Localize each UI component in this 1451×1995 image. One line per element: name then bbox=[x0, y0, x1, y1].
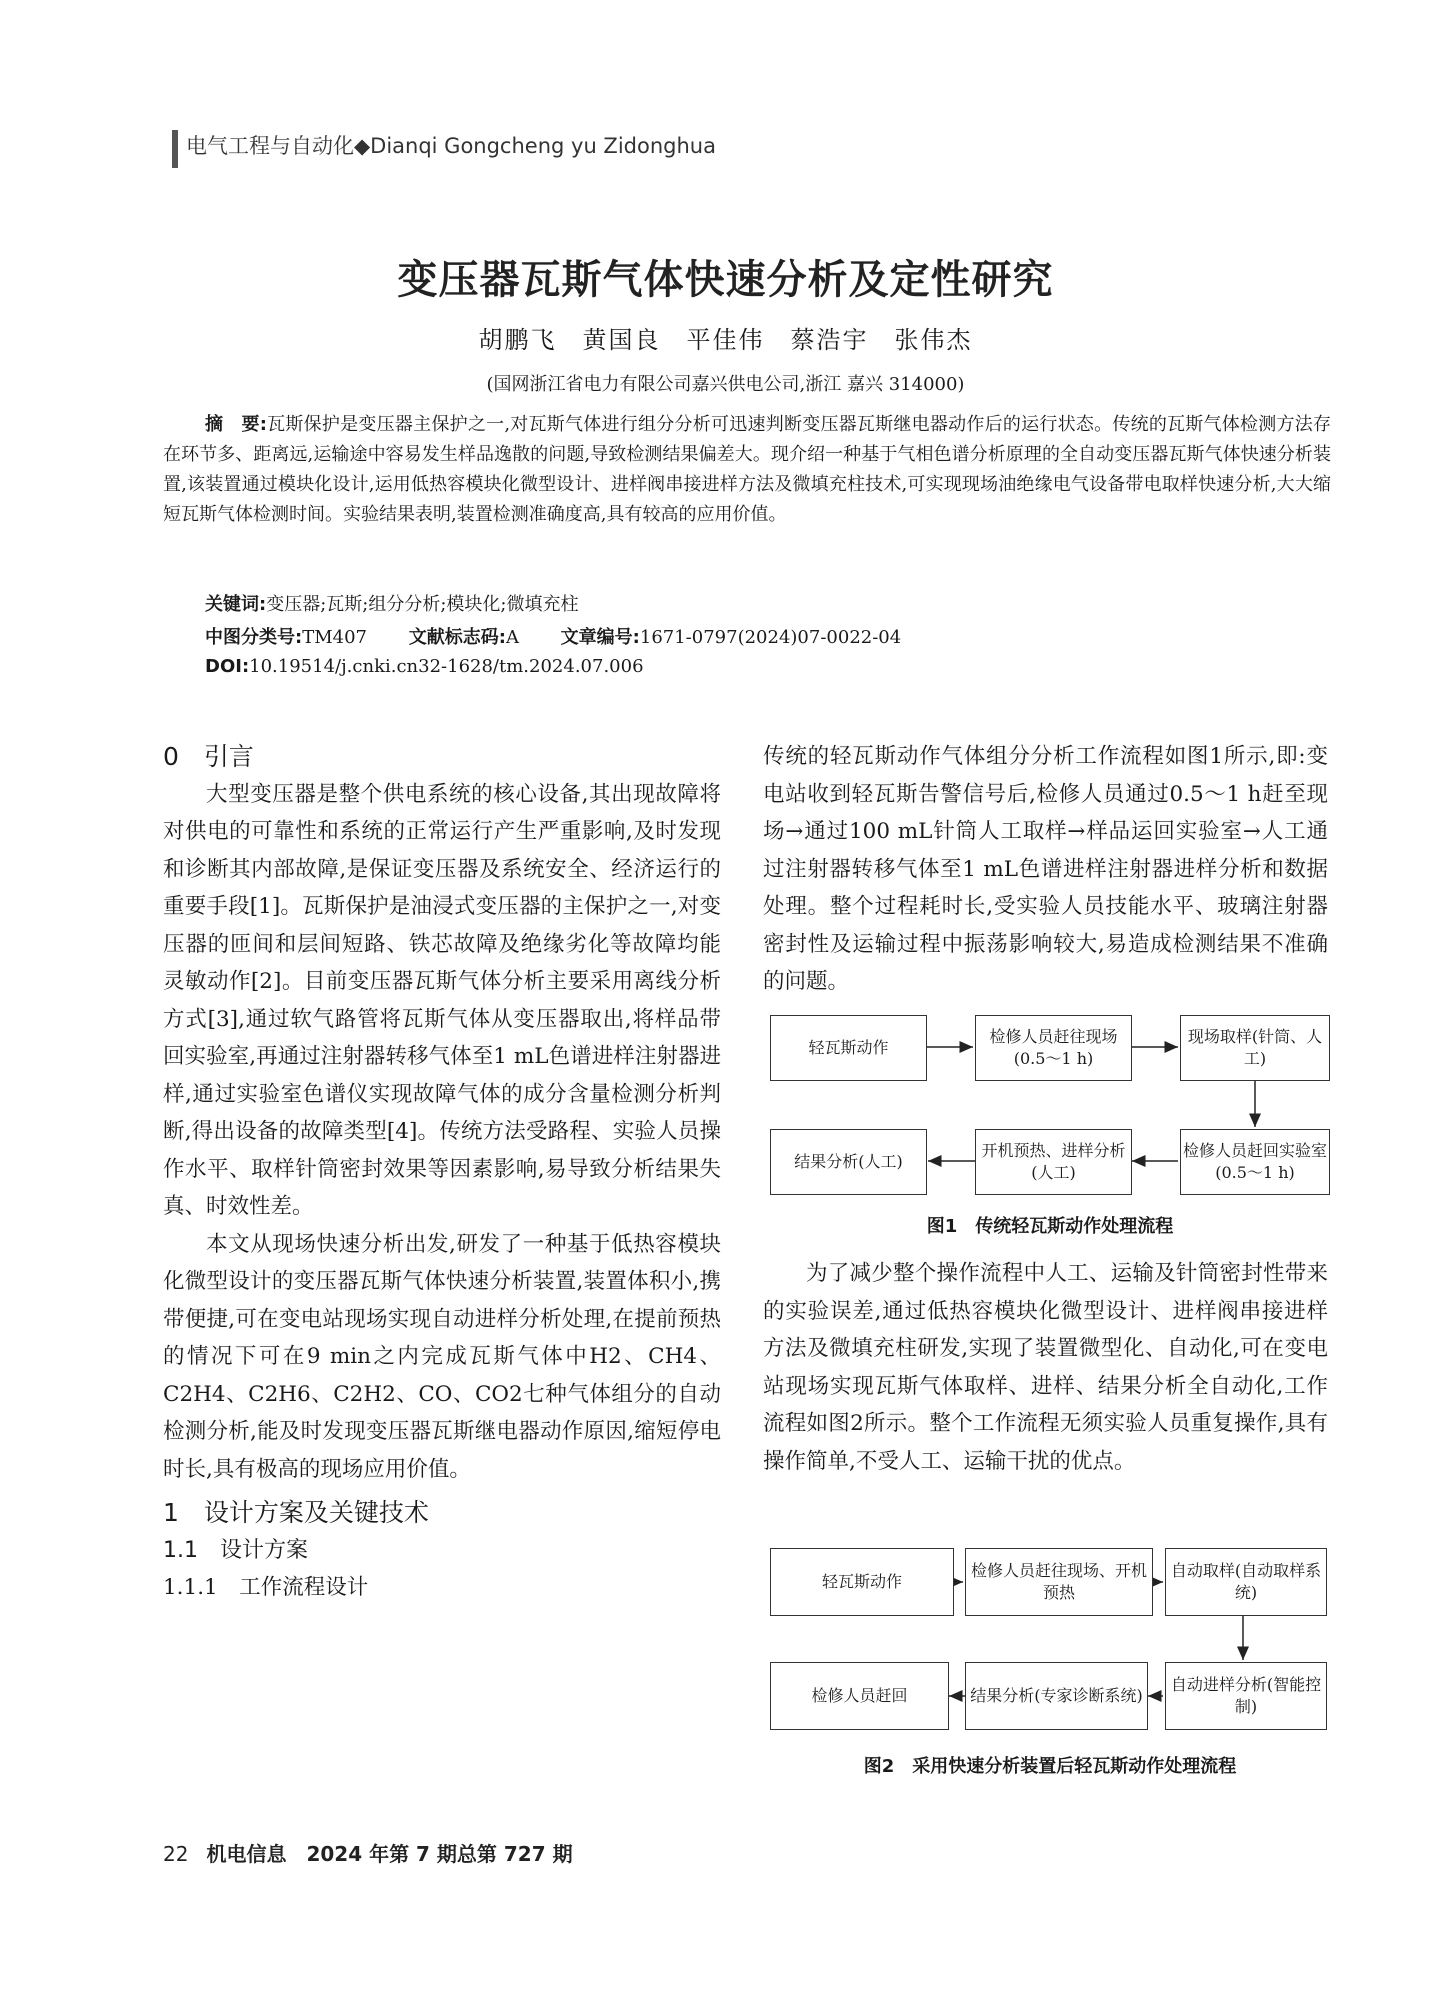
fig1-box-staff-return-lab: 检修人员赶回实验室(0.5～1 h) bbox=[1180, 1129, 1330, 1195]
figure-2 bbox=[770, 1548, 1330, 1728]
doc-code-label: 文献标志码: bbox=[408, 627, 506, 648]
section-0-heading: 0 引言 bbox=[163, 742, 254, 771]
paper-title: 变压器瓦斯气体快速分析及定性研究 bbox=[397, 257, 1054, 303]
abstract-label: 摘 要: bbox=[205, 414, 267, 435]
footer bbox=[163, 1838, 573, 1867]
intro-paragraph-2: 本文从现场快速分析出发,研发了一种基于低热容模块化微型设计的变压器瓦斯气体快速分析装置,装置体积小,携带便捷,可在变电站现场实现自动进样分析处理,在提前预热的情况下可在9 min之内完成瓦斯气体中H2、CH4、C2H4、C2H6、C2H2、CO、CO2七种气体组分的自动检测分析,能及时发现变压器瓦斯继电器动作原因,缩短停电时长,具有极高的现场应用价值。 bbox=[163, 1231, 721, 1482]
fig1-box-staff-to-site: 检修人员赶往现场(0.5～1 h) bbox=[975, 1015, 1132, 1081]
intro-paragraph-1: 大型变压器是整个供电系统的核心设备,其出现故障将对供电的可靠性和系统的正常运行产生严重影响,及时发现和诊断其内部故障,是保证变压器及系统安全、经济运行的重要手段[1]。瓦斯保护是油浸式变压器的主保护之一,对变压器的匝间和层间短路、铁芯故障及绝缘劣化等故障均能灵敏动作[2]。目前变压器瓦斯气体分析主要采用离线分析方式[3],通过软气路管将瓦斯气体从变压器取出,将样品带回实验室,再通过注射器转移气体至1 mL色谱进样注射器进样,通过实验室色谱仪实现故障气体的成分含量检测分析判断,得出设备的故障类型[4]。传统方法受路程、实验人员操作水平、取样针筒密封效果等因素影响,易导致分析结果失真、时效性差。 bbox=[163, 781, 721, 1219]
keywords: 变压器;瓦斯;组分分析;模块化;微填充柱 bbox=[266, 594, 579, 615]
doi: 10.19514/j.cnki.cn32-1628/tm.2024.07.006 bbox=[249, 656, 644, 677]
article-no: 1671-0797(2024)07-0022-04 bbox=[639, 627, 902, 648]
figure-1-caption: 图1 传统轻瓦斯动作处理流程 bbox=[926, 1216, 1174, 1237]
workflow-paragraph-2: 为了减少整个操作流程中人工、运输及针筒密封性带来的实验误差,通过低热容模块化微型设计、进样阀串接进样方法及微填充柱研发,实现了装置微型化、自动化,可在变电站现场实现瓦斯气体取样、进样、结果分析全自动化,工作流程如图2所示。整个工作流程无须实验人员重复操作,具有操作简单,不受人工、运输干扰的优点。 bbox=[763, 1261, 1328, 1474]
keywords-line bbox=[205, 590, 578, 616]
article-no-label: 文章编号: bbox=[560, 627, 640, 648]
left-column bbox=[163, 738, 721, 1607]
fig1-box-preheat-inject: 开机预热、进样分析(人工) bbox=[975, 1129, 1132, 1195]
doi-line bbox=[205, 656, 644, 677]
fig2-box-light-gas-action: 轻瓦斯动作 bbox=[770, 1548, 954, 1616]
fig2-box-result-analysis: 结果分析(专家诊断系统) bbox=[965, 1662, 1148, 1730]
workflow-paragraph-1: 传统的轻瓦斯动作气体组分分析工作流程如图1所示,即:变电站收到轻瓦斯告警信号后,检修人员通过0.5～1 h赶至现场→通过100 mL针筒人工取样→样品运回实验室→人工通过注射器转移气体至1 mL色谱进样注射器进样分析和数据处理。整个过程耗时长,受实验人员技能水平、玻璃注射器密封性及运输过程中振荡影响较大,易造成检测结果不准确的问题。 bbox=[763, 744, 1328, 994]
abstract bbox=[163, 410, 1331, 530]
authors: 胡鹏飞 黄国良 平佳伟 蔡浩宇 张伟杰 bbox=[478, 326, 973, 354]
fig1-box-onsite-sampling: 现场取样(针筒、人工) bbox=[1180, 1015, 1330, 1081]
section-1-1-1-heading: 1.1.1 工作流程设计 bbox=[163, 1575, 369, 1600]
fig2-box-auto-sampling: 自动取样(自动取样系统) bbox=[1165, 1548, 1327, 1616]
fig1-box-light-gas-action: 轻瓦斯动作 bbox=[770, 1015, 927, 1081]
figure-2-caption: 图2 采用快速分析装置后轻瓦斯动作处理流程 bbox=[863, 1756, 1237, 1777]
affiliation: (国网浙江省电力有限公司嘉兴供电公司,浙江 嘉兴 314000) bbox=[486, 374, 965, 395]
journal-issue: 机电信息 2024 年第 7 期总第 727 期 bbox=[206, 1842, 573, 1866]
classification-line bbox=[205, 623, 901, 649]
doc-code: A bbox=[505, 627, 519, 648]
doi-label: DOI: bbox=[205, 656, 250, 677]
clc-label: 中图分类号: bbox=[205, 627, 303, 648]
keywords-label: 关键词: bbox=[205, 594, 267, 615]
header-bar bbox=[172, 130, 178, 168]
clc: TM407 bbox=[302, 627, 367, 648]
section-1-1-heading: 1.1 设计方案 bbox=[163, 1537, 308, 1563]
page-number: 22 bbox=[163, 1842, 189, 1866]
fig2-box-staff-to-site-preheat: 检修人员赶往现场、开机预热 bbox=[965, 1548, 1153, 1616]
fig1-box-result-analysis: 结果分析(人工) bbox=[770, 1129, 927, 1195]
fig2-box-staff-return: 检修人员赶回 bbox=[770, 1662, 949, 1730]
fig2-box-auto-injection: 自动进样分析(智能控制) bbox=[1165, 1662, 1327, 1730]
abstract-text: 瓦斯保护是变压器主保护之一,对瓦斯气体进行组分分析可迅速判断变压器瓦斯继电器动作后的运行状态。传统的瓦斯气体检测方法存在环节多、距离远,运输途中容易发生样品逸散的问题,导致检测结果偏差大。现介绍一种基于气相色谱分析原理的全自动变压器瓦斯气体快速分析装置,该装置通过模块化设计,运用低热容模块化微型设计、进样阀串接进样方法及微填充柱技术,可实现现场油绝缘电气设备带电取样快速分析,大大缩短瓦斯气体检测时间。实验结果表明,装置检测准确度高,具有较高的应用价值。 bbox=[163, 414, 1332, 525]
right-column bbox=[763, 738, 1328, 1001]
right-column-lower bbox=[763, 1255, 1328, 1480]
journal-section-header: 电气工程与自动化◆Dianqi Gongcheng yu Zidonghua bbox=[186, 134, 716, 158]
figure-1 bbox=[770, 1015, 1330, 1215]
section-1-heading: 1 设计方案及关键技术 bbox=[163, 1498, 429, 1527]
